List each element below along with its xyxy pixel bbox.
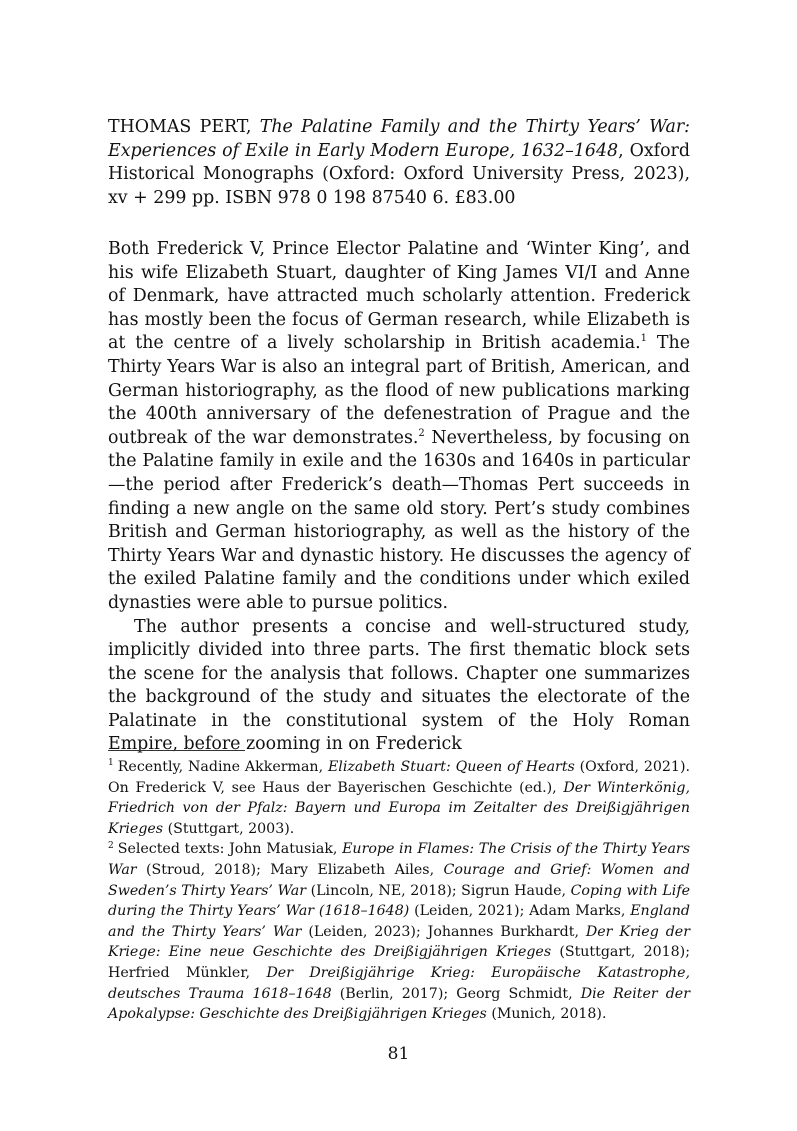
footnote-2-title: Courage and Grief: Women and Sweden’s Thirty Years’ War [108, 861, 690, 899]
page-number: 81 [387, 1044, 410, 1064]
citation-details: , Oxford Historical Monographs (Oxford: Oxford University Press, 2023), xv + 299 pp. ISBN 978 0 198 87540 6. £83.00 [108, 140, 690, 208]
footnote-1-title: Elizabeth Stuart: Queen of Hearts [327, 759, 575, 775]
footnote-2-text: (Stroud, 2018); Mary Elizabeth Ailes, [136, 861, 444, 878]
citation-author: THOMAS PERT, [108, 117, 252, 137]
footnote-2-title: Der Dreißigjährige Krieg: Europäische Katastrophe, deutsches Trauma 1618–1648 [108, 964, 690, 1002]
footnote-1-number: 1 [108, 758, 114, 769]
citation-title: The Palatine Family and the Thirty Years’ War: Experiences of Exile in Early Modern Europe, 1632–1648 [108, 117, 690, 161]
footnote-2-title: Europe in Flames: The Crisis of the Thirty Years War [108, 841, 690, 878]
footnote-1-text: (Oxford, 2021). On Frederick V, see Haus der Bayerischen Geschichte (ed.), [108, 759, 690, 796]
footnote-2-text: Selected texts: John Matusiak, [117, 841, 343, 858]
footnotes [108, 757, 690, 1025]
footnote-2-number: 2 [108, 840, 114, 851]
footnote-ref-2: 2 [418, 427, 425, 439]
paragraph-1-text-b: The Thirty Years War is also an integral part of British, American, and German historiography, as the flood of new publications marking the 400th anniversary of the defenestration of Prague and the outbreak of the war demonstrates. [108, 333, 691, 448]
footnote-2-text: (Munich, 2018). [486, 1006, 607, 1023]
footnote-2 [108, 839, 690, 1024]
paragraph-2: The author presents a concise and well-structured study, implicitly divided into three parts. The first thematic block sets the scene for the analysis that follows. Chapter one summarizes the background of the study and situates the electorate of the Palatinate in the constitutional system of the Holy Roman Empire, before zooming in on Frederick [108, 616, 690, 755]
footnote-2-text: (Lincoln, NE, 2018); Sigrun Haude, [306, 882, 571, 899]
footnote-1-text: Recently, Nadine Akkerman, [117, 759, 328, 775]
footnote-2-title: Der Krieg der Kriege: Eine neue Geschichte des Dreißigjährigen Krieges [108, 923, 690, 961]
footnote-1 [108, 757, 690, 839]
footnote-2-title: Die Reiter der Apokalypse: Geschichte des Dreißigjährigen Krieges [108, 985, 690, 1023]
footnote-1-text: (Stuttgart, 2003). [163, 820, 295, 837]
paragraph-1 [108, 238, 690, 616]
book-citation [108, 116, 690, 210]
footnote-1-title: Der Winterkönig, Friedrich von der Pfalz: Bayern und Europa im Zeitalter des Dreißigjährigen Krieges [108, 779, 690, 837]
paragraph-1-text-a: Both Frederick V, Prince Elector Palatine and ‘Winter King’, and his wife Elizabeth Stuart, daughter of King James VI/I and Anne of Denmark, have attracted much scholarly attention. Frederick has mostly been the focus of German research, while Elizabeth is at the centre of a lively scholarship in British academia. [108, 239, 690, 354]
footnote-2-text: (Stuttgart, 2018); Herfried Münkler, [108, 944, 690, 981]
footnote-2-text: (Leiden, 2023); Johannes Burkhardt, [301, 923, 586, 940]
footnote-2-text: (Leiden, 2021); Adam Marks, [409, 903, 631, 920]
footnote-2-title: England and the Thirty Years’ War [108, 903, 690, 940]
review-body [108, 238, 690, 757]
footnote-ref-1: 1 [640, 333, 648, 345]
paragraph-1-text-c: Nevertheless, by focusing on the Palatine family in exile and the 1630s and 1640s in particular—the period after Frederick’s death—Thomas Pert succeeds in finding a new angle on the same old story. Pert’s study combines British and German historiography, as well as the history of the Thirty Years War and dynastic history. He discusses the agency of the exiled Palatine family and the conditions under which exiled dynasties were able to pursue politics. [108, 427, 690, 613]
footnote-divider [108, 750, 245, 751]
footnote-2-text: (Berlin, 2017); Georg Schmidt, [331, 985, 581, 1002]
footnote-2-title: Coping with Life during the Thirty Years’ War (1618–1648) [108, 882, 690, 920]
